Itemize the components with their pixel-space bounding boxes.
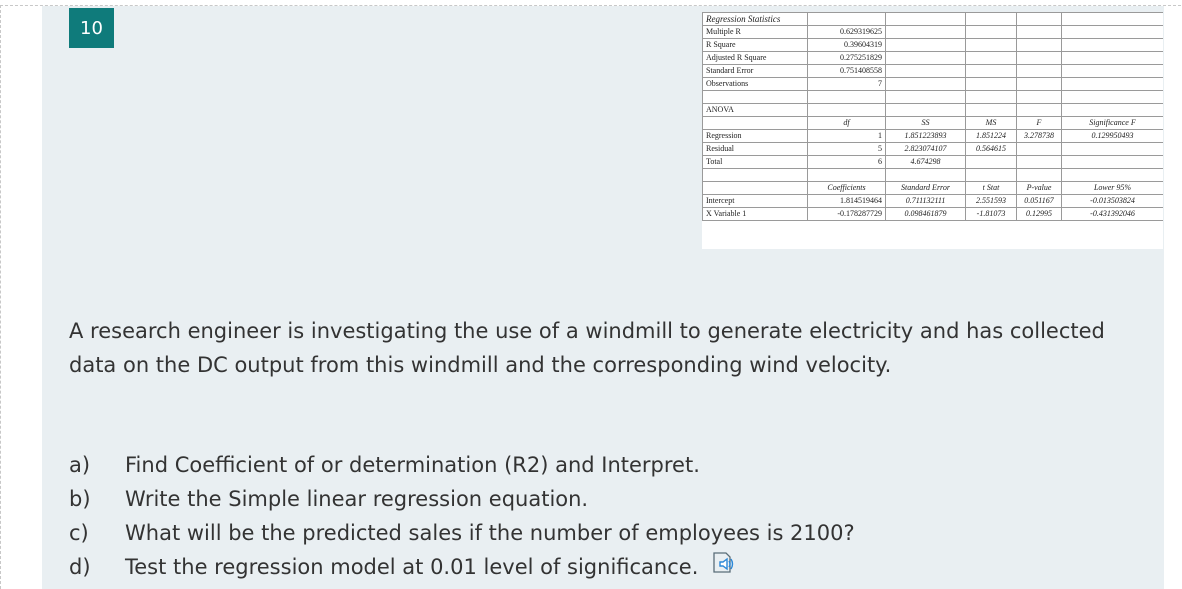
question-text: Test the regression model at 0.01 level of significance. [125, 555, 699, 579]
question-text: Write the Simple linear regression equation. [125, 487, 589, 511]
regression-table-cell: 2.823074107 [886, 143, 966, 156]
regression-table-cell: 7 [808, 78, 886, 91]
question-list [69, 448, 855, 584]
regression-table-cell [1062, 65, 1164, 78]
regression-table-cell [703, 91, 808, 104]
regression-table-cell: -0.013503824 [1062, 195, 1164, 208]
regression-table-cell: 6 [808, 156, 886, 169]
regression-table-cell [1062, 104, 1164, 117]
regression-table-cell: 4.674298 [886, 156, 966, 169]
immersive-reader-speaker-icon[interactable] [710, 550, 736, 576]
regression-table-cell: -1.81073 [966, 208, 1017, 221]
regression-table-cell [1062, 169, 1164, 182]
question-item-c [69, 516, 855, 550]
question-number-badge: 10 [69, 8, 114, 48]
regression-table-cell [886, 91, 966, 104]
regression-table-cell [1017, 91, 1062, 104]
regression-table-row [703, 65, 1164, 78]
regression-table-cell [966, 13, 1017, 26]
regression-table-cell [966, 39, 1017, 52]
regression-table-row [703, 117, 1164, 130]
regression-table-cell [1062, 26, 1164, 39]
regression-table-cell: ANOVA [703, 104, 808, 117]
regression-table-cell: Intercept [703, 195, 808, 208]
regression-table-cell: R Square [703, 39, 808, 52]
regression-table-cell [966, 52, 1017, 65]
regression-table-cell [886, 26, 966, 39]
regression-table-cell: Standard Error [703, 65, 808, 78]
regression-table-cell [1017, 13, 1062, 26]
regression-table-cell: X Variable 1 [703, 208, 808, 221]
regression-table-cell [703, 169, 808, 182]
regression-table-cell: Coefficients [808, 182, 886, 195]
regression-table-cell [966, 65, 1017, 78]
regression-table-cell: t Stat [966, 182, 1017, 195]
regression-table-cell [1062, 91, 1164, 104]
regression-table-cell: 0.051167 [1017, 195, 1062, 208]
regression-table-row [703, 156, 1164, 169]
question-letter: c) [69, 521, 89, 545]
regression-output-table [702, 12, 1163, 221]
regression-table-cell: 0.711132111 [886, 195, 966, 208]
regression-table-cell [886, 13, 966, 26]
regression-table-cell [886, 78, 966, 91]
regression-table-cell: 1.814519464 [808, 195, 886, 208]
regression-table-cell: 2.551593 [966, 195, 1017, 208]
regression-table-row [703, 208, 1164, 221]
regression-table-cell: 0.12995 [1017, 208, 1062, 221]
regression-table-cell [1062, 143, 1164, 156]
question-item-b [69, 482, 855, 516]
regression-table-cell: 0.629319625 [808, 26, 886, 39]
regression-table-row [703, 52, 1164, 65]
regression-table-cell: Regression Statistics [703, 13, 808, 26]
regression-table-cell: 5 [808, 143, 886, 156]
regression-table-cell: F [1017, 117, 1062, 130]
regression-table-cell: Adjusted R Square [703, 52, 808, 65]
regression-table-cell: Multiple R [703, 26, 808, 39]
regression-table-cell [966, 104, 1017, 117]
regression-table-cell: 1 [808, 130, 886, 143]
regression-table-cell: MS [966, 117, 1017, 130]
regression-table-cell [1017, 104, 1062, 117]
regression-table-cell [886, 169, 966, 182]
regression-table-cell: 1.851224 [966, 130, 1017, 143]
regression-table-cell [966, 26, 1017, 39]
regression-table-cell [1017, 143, 1062, 156]
regression-table-row [703, 13, 1164, 26]
regression-table-cell [808, 104, 886, 117]
regression-table-cell: 0.275251829 [808, 52, 886, 65]
regression-table-cell: -0.431392046 [1062, 208, 1164, 221]
regression-table-cell: -0.178287729 [808, 208, 886, 221]
question-letter: b) [69, 487, 91, 511]
question-text: What will be the predicted sales if the number of employees is 2100? [125, 521, 855, 545]
regression-table-row [703, 39, 1164, 52]
regression-table-row [703, 182, 1164, 195]
regression-table-cell [808, 13, 886, 26]
regression-table-cell [1017, 78, 1062, 91]
question-letter: d) [69, 555, 91, 579]
regression-table-row [703, 78, 1164, 91]
regression-table-cell [886, 52, 966, 65]
regression-table-cell [1062, 39, 1164, 52]
regression-table-cell [1062, 78, 1164, 91]
regression-table-cell [1062, 156, 1164, 169]
regression-table-cell: 0.751408558 [808, 65, 886, 78]
regression-table-cell [1017, 39, 1062, 52]
regression-table-cell [703, 182, 808, 195]
question-prompt: A research engineer is investigating the use of a windmill to generate electricity and has collected data on the DC output from this windmill and the corresponding wind velocity. [69, 319, 1105, 377]
regression-table-cell [1017, 52, 1062, 65]
regression-table-cell [1062, 52, 1164, 65]
regression-output-image [702, 12, 1163, 249]
regression-table-cell: Significance F [1062, 117, 1164, 130]
regression-table-cell [703, 117, 808, 130]
regression-table-cell: 1.851223893 [886, 130, 966, 143]
question-text: Find Coefficient of or determination (R2) and Interpret. [125, 453, 700, 477]
regression-table-cell: 0.098461879 [886, 208, 966, 221]
regression-table-cell [886, 39, 966, 52]
regression-table-row [703, 143, 1164, 156]
regression-table-cell: df [808, 117, 886, 130]
regression-table-cell [808, 91, 886, 104]
regression-table-cell: SS [886, 117, 966, 130]
regression-table-row [703, 104, 1164, 117]
regression-table-cell: 0.564615 [966, 143, 1017, 156]
regression-table-row [703, 91, 1164, 104]
regression-table-cell: Observations [703, 78, 808, 91]
question-item-d [69, 550, 855, 584]
regression-table-cell: Regression [703, 130, 808, 143]
regression-table-cell: Residual [703, 143, 808, 156]
regression-table-row [703, 195, 1164, 208]
regression-table-cell [1062, 13, 1164, 26]
regression-table-cell: Standard Error [886, 182, 966, 195]
regression-table-cell [1017, 26, 1062, 39]
regression-table-cell: 0.39604319 [808, 39, 886, 52]
regression-table-cell [966, 169, 1017, 182]
regression-table-cell [1017, 65, 1062, 78]
regression-table-cell [886, 104, 966, 117]
regression-table-cell: 3.278738 [1017, 130, 1062, 143]
regression-table-cell [966, 78, 1017, 91]
regression-table-row [703, 26, 1164, 39]
regression-table-cell [1017, 169, 1062, 182]
regression-table-cell [966, 156, 1017, 169]
regression-table-cell [808, 169, 886, 182]
regression-table-row [703, 169, 1164, 182]
regression-table-cell [886, 65, 966, 78]
regression-table-cell: P-value [1017, 182, 1062, 195]
regression-table-row [703, 130, 1164, 143]
regression-table-cell [966, 91, 1017, 104]
question-letter: a) [69, 453, 91, 477]
regression-table-cell [1017, 156, 1062, 169]
regression-table-cell: 0.129950493 [1062, 130, 1164, 143]
question-item-a [69, 448, 855, 482]
regression-table-cell: Total [703, 156, 808, 169]
regression-table-cell: Lower 95% [1062, 182, 1164, 195]
